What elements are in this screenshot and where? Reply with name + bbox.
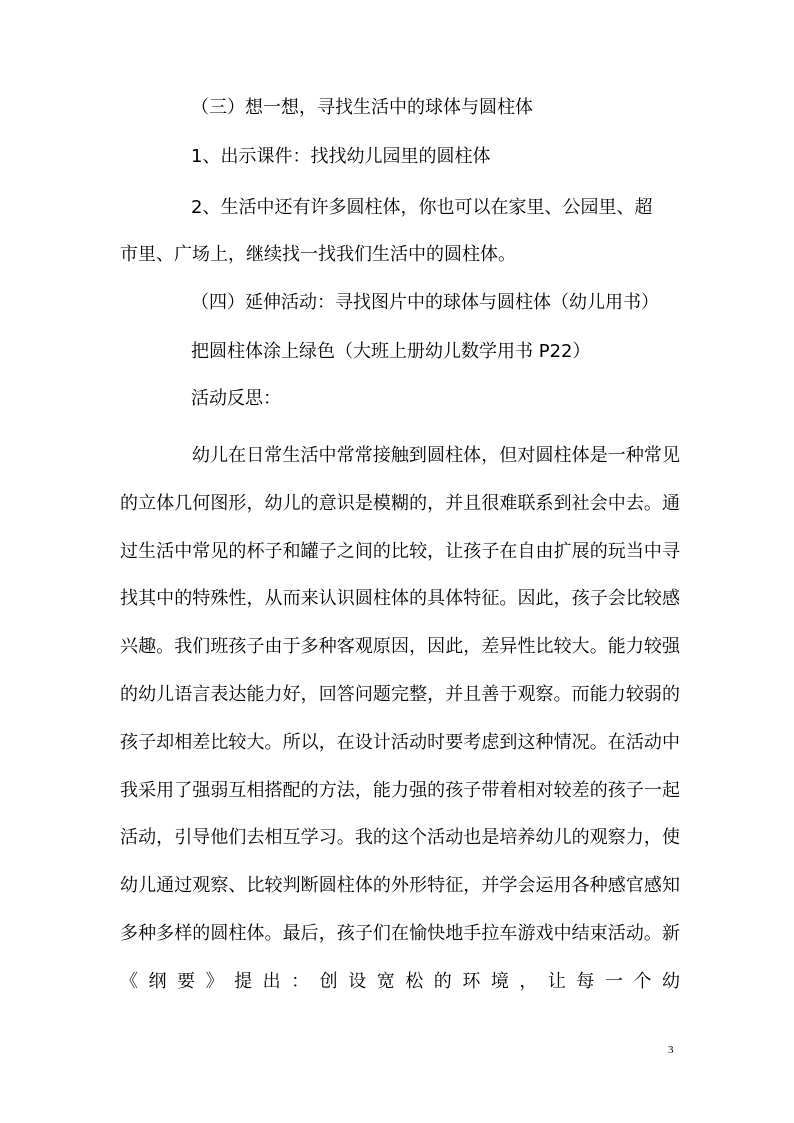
page-number: 3 bbox=[668, 1044, 674, 1056]
section-heading-4: （四）延伸活动：寻找图片中的球体与圆柱体（幼儿用书） bbox=[191, 292, 659, 313]
list-item-2-line-1: 2、生活中还有许多圆柱体，你也可以在家里、公园里、超 bbox=[191, 197, 653, 218]
list-item-1: 1、出示课件：找找幼儿园里的圆柱体 bbox=[191, 146, 491, 167]
section-heading-3: （三）想一想，寻找生活中的球体与圆柱体 bbox=[191, 97, 533, 118]
reflection-paragraph: 幼儿在日常生活中常常接触到圆柱体，但对圆柱体是一种常见的立体几何图形，幼儿的意识是模糊的，并且很难联系到社会中去。通过生活中常见的杯子和罐子之间的比较，让孩子在自由扩展的玩当中寻找其中的特殊性，从而来认识圆柱体的具体特征。因此，孩子会比较感兴趣。我们班孩子由于多种客观原因，因此，差异性比较大。能力较强的幼儿语言表达能力好，回答问题完整，并且善于观察。而能力较弱的孩子却相差比较大。所以，在设计活动时要考虑到这种情况。在活动中我采用了强弱互相搭配的方法，能力强的孩子带着相对较差的孩子一起活动，引导他们去相互学习。我的这个活动也是培养幼儿的观察力，使幼儿通过观察、比较判断圆柱体的外形特征，并学会运用各种感官感知多种多样的圆柱体。最后，孩子们在愉快地手拉车游戏中结束活动。新《纲要》提出：创设宽松的环境，让每一个幼 bbox=[120, 445, 680, 992]
instruction-text: 把圆柱体涂上绿色（大班上册幼儿数学用书 P22） bbox=[191, 341, 591, 362]
reflection-title: 活动反思： bbox=[191, 388, 281, 409]
list-item-2-line-2: 市里、广场上，继续找一找我们生活中的圆柱体。 bbox=[120, 244, 516, 265]
